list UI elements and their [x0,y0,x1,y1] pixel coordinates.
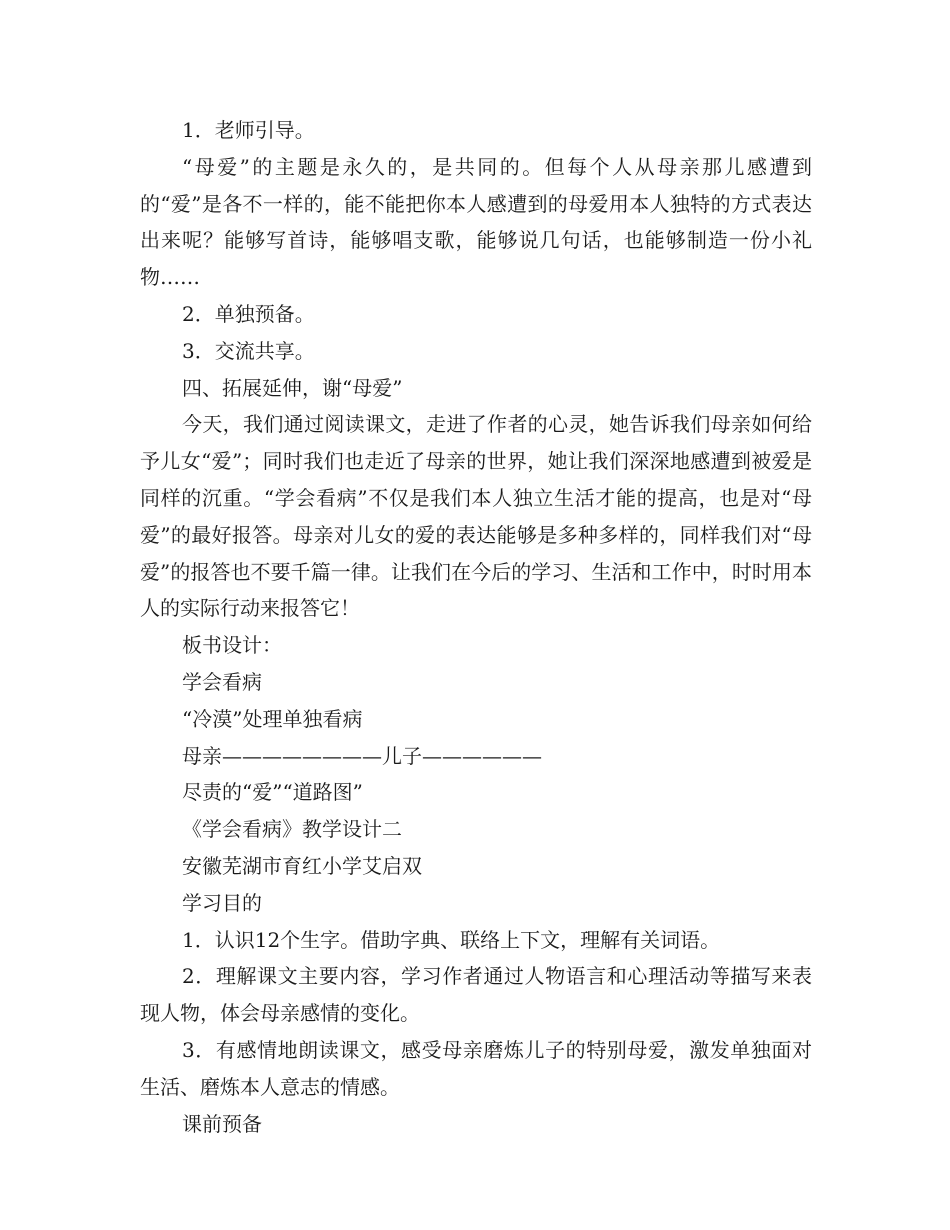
lesson-design-title: 《学会看病》教学设计二 [182,817,402,842]
board-design-line-2: 母亲————————儿子—————— [182,743,542,768]
author-line: 安徽芜湖市育红小学艾启双 [182,853,422,878]
paragraph-mother-love-theme: “母爱”的主题是永久的，是共同的。但每个人从母亲那儿感遭到的“爱”是各不一样的，能不能把你本人感遭到的母爱用本人独特的方式表达出来呢？能够写首诗，能够唱支歌，能够说几句话，也能够制造一份小礼物…… [140,154,812,290]
learning-goal-2: 2．理解课文主要内容，学习作者通过人物语言和心理活动等描写来表现人物，体会母亲感情的变化。 [140,964,812,1026]
paragraph-teacher-guide: 1．老师引导。 [182,118,315,142]
document-body [140,112,812,1142]
paragraph-individual-prep: 2．单独预备。 [182,301,315,326]
board-design-line-1: “冷漠”处理单独看病 [182,706,363,731]
learning-goal-3: 3．有感情地朗读课文，感受母亲磨炼儿子的特别母爱，激发单独面对生活、磨炼本人意志的情感。 [140,1037,812,1099]
board-design-heading: 板书设计： [182,633,282,658]
paragraph-today-summary: 今天，我们通过阅读课文，走进了作者的心灵，她告诉我们母亲如何给予儿女“爱”；同时我们也走近了母亲的世界，她让我们深深地感遭到被爱是同样的沉重。“学会看病”不仅是我们本人独立生活才能的提高，也是对“母爱”的最好报答。母亲对儿女的爱的表达能够是多种多样的，同样我们对“母爱”的报答也不要千篇一律。让我们在今后的学习、生活和工作中，时时用本人的实际行动来报答它！ [140,412,812,621]
learning-goal-1: 1．认识12个生字。借助字典、联络上下文，理解有关词语。 [182,927,721,952]
board-design-title: 学会看病 [182,669,262,694]
section-heading-extension: 四、拓展延伸，谢“母爱” [182,375,403,400]
learning-goals-heading: 学习目的 [182,890,262,915]
board-design-line-3: 尽责的“爱”“道路图” [182,780,363,805]
paragraph-exchange-share: 3．交流共享。 [182,338,315,363]
pre-class-prep-heading: 课前预备 [182,1111,262,1136]
